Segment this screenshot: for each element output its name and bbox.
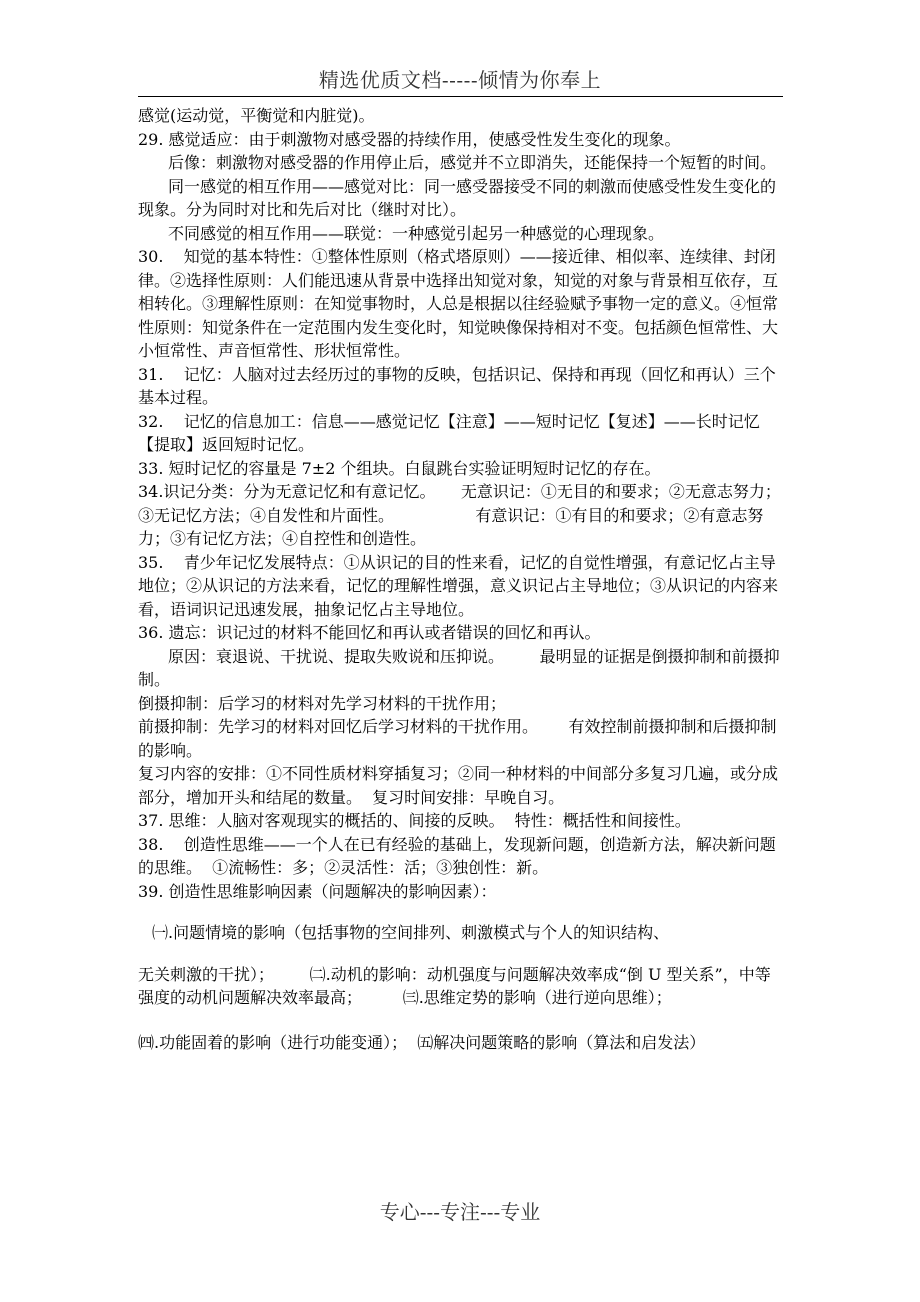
document-body — [138, 104, 783, 1054]
paragraph-review: 复习内容的安排：①不同性质材料穿插复习；②同一种材料的中间部分多复习几遍，或分成部分，增加开头和结尾的数量。 复习时间安排：早晚自习。 — [138, 764, 779, 807]
paragraph-proactive: 前摄抑制：先学习的材料对回忆后学习材料的干扰作用。 有效控制前摄抑制和后摄抑制的影响。 — [138, 717, 777, 760]
paragraph-afterimage: 后像：刺激物对感受器的作用停止后，感觉并不立即消失，还能保持一个短暂的时间。 — [168, 153, 777, 172]
page-header: 精选优质文档-----倾情为你奉上 — [318, 68, 602, 92]
item-36: 36. 遗忘：识记过的材料不能回忆和再认或者错误的回忆和再认。 — [138, 623, 601, 642]
factor-4-5: ㈣.功能固着的影响（进行功能变通）； ㈤解决问题策略的影响（算法和启发法） — [138, 1032, 706, 1052]
paragraph-forgetting-causes: 原因：衰退说、干扰说、提取失败说和压抑说。 最明显的证据是倒摄抑制和前摄抑制。 — [138, 646, 780, 689]
item-35: 35. 青少年记忆发展特点：①从识记的目的性来看，记忆的自觉性增强，有意记忆占主导地位；②从识记的方法来看，记忆的理解性增强，意义识记占主导地位；③从识记的内容来看，语词识记迅速发展，抽象记忆占主导地位。 — [138, 552, 779, 619]
item-33: 33. 短时记忆的容量是 7±2 个组块。白鼠跳台实验证明短时记忆的存在。 — [138, 458, 661, 478]
item-30: 30. 知觉的基本特性：①整体性原则（格式塔原则）——接近律、相似率、连续律、封闭律。②选择性原则：人们能迅速从背景中选择出知觉对象，知觉的对象与背景相互依存，互相转化。③理解性原则：在知觉事物时，人总是根据以往经验赋予事物一定的意义。④恒常性原则：知觉条件在一定范围内发生变化时，知觉映像保持相对不变。包括颜色恒常性、大小恒常性、声音恒常性、形状恒常性。 — [138, 247, 779, 360]
paragraph-retroactive: 倒摄抑制：后学习的材料对先学习材料的干扰作用； — [138, 693, 507, 713]
item-32: 32. 记忆的信息加工：信息——感觉记忆【注意】——短时记忆【复述】——长时记忆【提取】返回短时记忆。 — [138, 411, 760, 454]
paragraph: 感觉(运动觉，平衡觉和内脏觉)。 — [138, 106, 375, 125]
page-footer: 专心---专注---专业 — [379, 1200, 541, 1224]
paragraph-contrast: 同一感觉的相互作用——感觉对比：同一感受器接受不同的刺激而使感受性发生变化的现象。分为同时对比和先后对比（继时对比）。 — [138, 176, 777, 219]
factor-1: ㈠.问题情境的影响（包括事物的空间排列、刺激模式与个人的知识结构、 — [152, 923, 670, 942]
item-31: 31. 记忆：人脑对过去经历过的事物的反映，包括识记、保持和再现（回忆和再认）三个基本过程。 — [138, 364, 776, 407]
item-37: 37. 思维：人脑对客观现实的概括的、间接的反映。 特性：概括性和间接性。 — [138, 811, 691, 830]
item-38: 38. 创造性思维——一个人在已有经验的基础上，发现新问题，创造新方法，解决新问题的思维。 ①流畅性：多；②灵活性：活；③独创性：新。 — [138, 834, 776, 877]
item-34: 34.识记分类：分为无意记忆和有意记忆。 无意识记：①无目的和要求；②无意志努力；③无记忆方法；④自发性和片面性。 有意识记：①有目的和要求；②有意志努力；③有记忆方法；④自控性和创造性。 — [138, 482, 781, 548]
item-39: 39. 创造性思维影响因素（问题解决的影响因素）： — [138, 881, 497, 901]
header-divider — [138, 96, 783, 97]
item-29: 29. 感觉适应：由于刺激物对感受器的持续作用，使感受性发生变化的现象。 — [138, 129, 681, 149]
factor-2-3: 无关刺激的干扰）； ㈡.动机的影响：动机强度与问题解决效率成“倒 U 型关系”，中等强度的动机问题解决效率最高； ㈢.思维定势的影响（进行逆向思维）； — [138, 964, 771, 1007]
paragraph-synesthesia: 不同感觉的相互作用——联觉：一种感觉引起另一种感觉的心理现象。 — [168, 223, 665, 243]
